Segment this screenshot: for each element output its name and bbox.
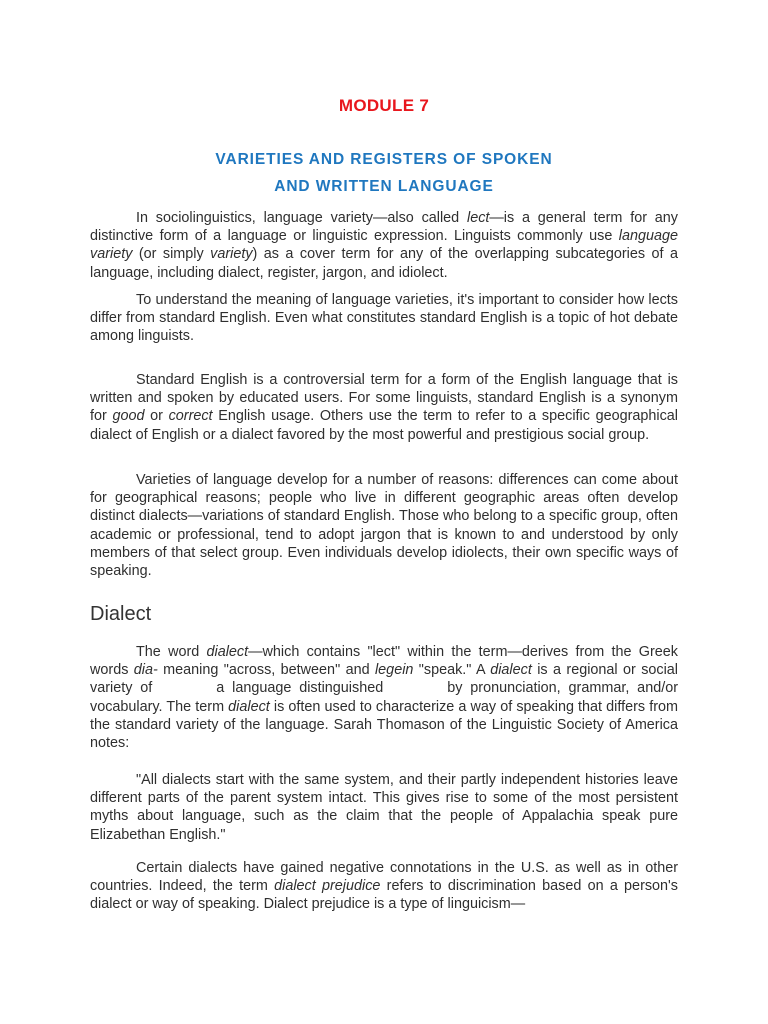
text-segment: The word xyxy=(136,644,207,660)
italic-term: dia- xyxy=(133,662,158,679)
text-segment: is a regional or social variety of xyxy=(90,662,678,697)
italic-term: variety xyxy=(210,246,253,263)
text-segment: or xyxy=(144,408,169,425)
italic-term: dialect xyxy=(228,698,270,715)
paragraph-intro xyxy=(90,209,678,282)
section-heading-dialect: Dialect xyxy=(90,603,152,625)
text-segment: —which contains "lect" within the term—derives from the Greek words xyxy=(90,644,678,679)
quote-text: "All dialects start with the same system, and their partly independent histories leave different parts of the parent system intact. This gives rise to some of the most persistent myths about language, such as the claim that the people of Appalachia speak pure Elizabethan English." xyxy=(90,772,678,843)
paragraph-varieties-reasons xyxy=(90,471,678,580)
text-segment: by pronunciation, grammar, and/or vocabulary. The term xyxy=(90,680,678,715)
document-title-line-2: AND WRITTEN LANGUAGE xyxy=(274,178,494,195)
italic-term: dialect prejudice xyxy=(274,878,381,895)
text-segment: To understand the meaning of language varieties, it's important to consider how lects differ from standard English. Even what constitutes standard English is a topic of hot debate among linguists. xyxy=(90,292,678,345)
italic-term: dialect xyxy=(490,662,532,679)
text-segment: a language distinguished xyxy=(216,680,384,697)
paragraph-thomason-quote xyxy=(90,771,678,844)
italic-term: good xyxy=(112,408,145,425)
italic-term: lect xyxy=(467,210,490,226)
text-segment: is often used to characterize a way of speaking that differs from the standard variety of the language. Sarah Thomason of the Linguistic Society of America notes: xyxy=(90,698,678,752)
text-segment: Varieties of language develop for a number of reasons: differences can come about for geographical reasons; people who live in different geographic areas often develop distinct dialects—variations of standard English. Those who belong to a specific group, often academic or professional, tend to adopt jargon that is known to and understood by only members of that select group. Even individuals develop idiolects, their own specific ways of speaking. xyxy=(90,472,678,580)
text-segment: Standard English is a controversial term for a form of the English language that is written and spoken by educated users. For some linguists, standard English is a synonym for xyxy=(90,372,678,425)
document-title xyxy=(90,146,678,200)
text-segment: Certain dialects have gained negative connotations in the U.S. as well as in other countries. Indeed, the term xyxy=(90,860,678,895)
text-segment: ) as a cover term for any of the overlapping subcategories of a language, including dialect, register, jargon, and idiolect. xyxy=(90,246,678,281)
document-title-line-1: VARIETIES AND REGISTERS OF SPOKEN xyxy=(215,151,553,168)
text-segment: —is a general term for any distinctive form of a language or linguistic expression. Linguists commonly use xyxy=(90,210,678,245)
text-segment: In sociolinguistics, language variety—also called xyxy=(136,210,467,226)
paragraph-standard-english-debate xyxy=(90,291,678,346)
text-segment: (or simply xyxy=(132,246,211,263)
paragraph-dialect-prejudice xyxy=(90,859,678,914)
paragraph-dialect-definition xyxy=(90,643,678,752)
italic-term: dialect xyxy=(206,644,249,660)
paragraph-standard-english-definition xyxy=(90,371,678,444)
text-segment: English usage. Others use the term to refer to a specific geographical dialect of English or a dialect favored by the most powerful and prestigious social group. xyxy=(90,408,678,443)
text-segment: meaning "across, between" and xyxy=(157,662,375,679)
text-segment: refers to discrimination based on a person's dialect or way of speaking. Dialect prejudice is a type of linguicism— xyxy=(90,878,679,913)
italic-term: language variety xyxy=(90,228,678,263)
text-segment: "speak." A xyxy=(413,662,491,679)
module-label: MODULE 7 xyxy=(338,96,430,115)
italic-term: legein xyxy=(374,662,414,679)
italic-term: correct xyxy=(168,408,213,425)
